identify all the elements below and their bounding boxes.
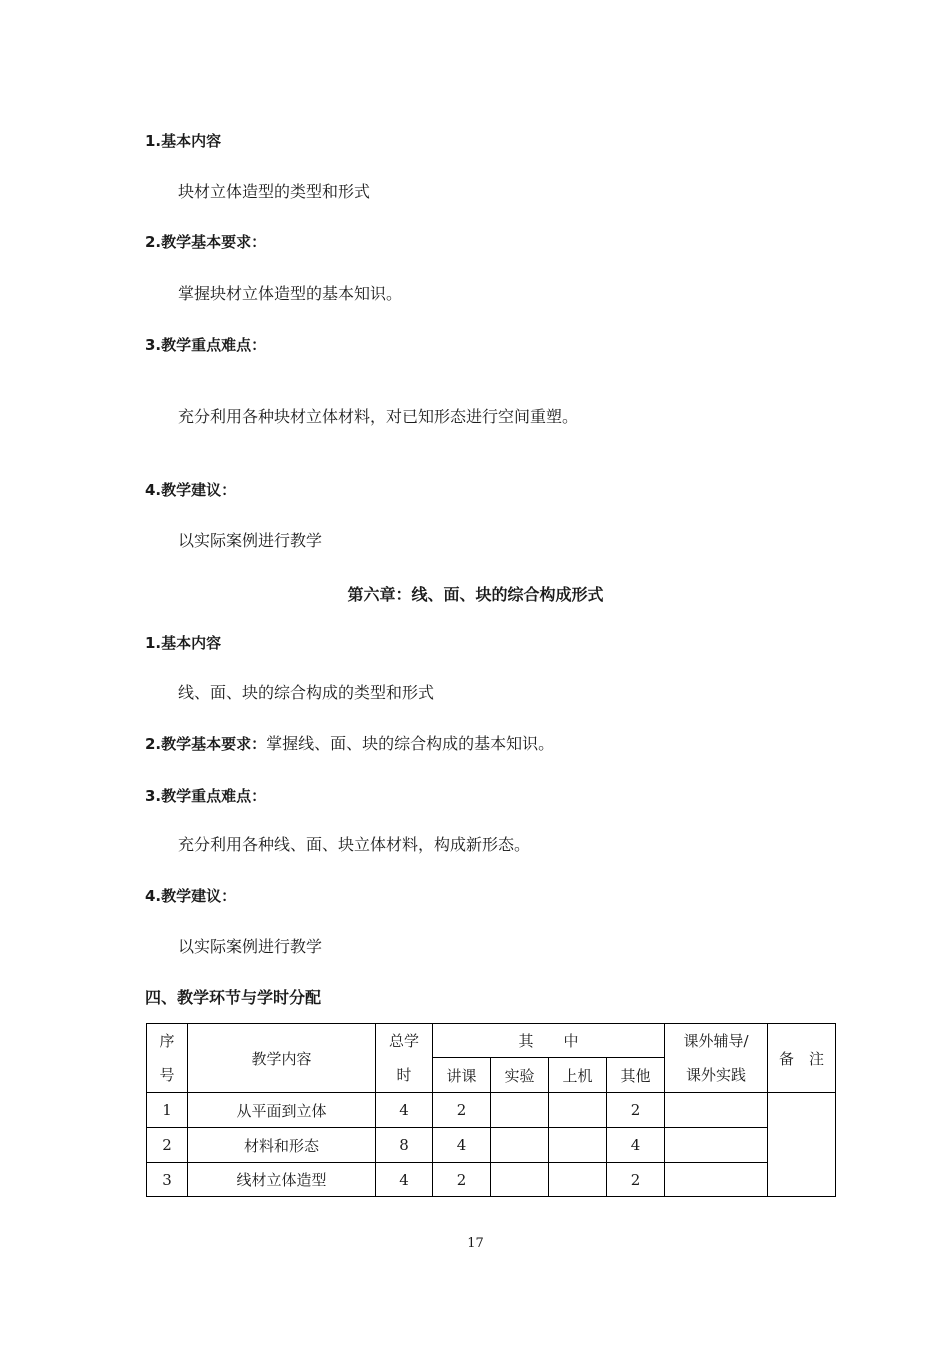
header-among: 其 中 — [433, 1024, 665, 1058]
ch6-key-difficulties-text: 充分利用各种线、面、块立体材料，构成新形态。 — [178, 835, 531, 854]
teaching-suggestions-text: 以实际案例进行教学 — [178, 531, 323, 550]
cell-remarks-merged — [768, 1093, 836, 1197]
cell-tutoring — [665, 1093, 768, 1128]
header-content: 教学内容 — [188, 1024, 376, 1093]
cell-total: 4 — [376, 1093, 433, 1128]
ch6-teaching-suggestions-text: 以实际案例进行教学 — [178, 937, 323, 956]
cell-lecture: 4 — [433, 1128, 491, 1163]
header-remarks: 备 注 — [768, 1024, 836, 1093]
header-seq-bottom: 号 — [147, 1058, 188, 1093]
cell-other: 2 — [607, 1093, 665, 1128]
ch6-heading-basic-content: 1.基本内容 — [145, 634, 222, 652]
ch6-basic-requirements-text: 掌握线、面、块的综合构成的基本知识。 — [266, 734, 555, 753]
header-seq-top: 序 — [147, 1024, 188, 1058]
ch6-heading-basic-requirements: 2.教学基本要求： — [145, 735, 267, 753]
heading-basic-requirements: 2.教学基本要求： — [145, 233, 267, 251]
ch6-basic-content-text: 线、面、块的综合构成的类型和形式 — [178, 683, 435, 702]
header-experiment: 实验 — [491, 1058, 549, 1093]
basic-requirements-text: 掌握块材立体造型的基本知识。 — [178, 284, 403, 303]
header-other: 其他 — [607, 1058, 665, 1093]
basic-content-text: 块材立体造型的类型和形式 — [178, 182, 371, 201]
cell-computer — [549, 1163, 607, 1197]
ch6-heading-key-difficulties: 3.教学重点难点： — [145, 787, 267, 805]
section-title-hours-allocation: 四、教学环节与学时分配 — [145, 988, 322, 1007]
header-total-bottom: 时 — [376, 1058, 433, 1093]
heading-basic-content: 1.基本内容 — [145, 132, 222, 150]
header-tutoring-bottom: 课外实践 — [665, 1058, 768, 1093]
cell-total: 4 — [376, 1163, 433, 1197]
cell-computer — [549, 1128, 607, 1163]
key-difficulties-text: 充分利用各种块材立体材料，对已知形态进行空间重塑。 — [178, 407, 579, 426]
chapter-title: 第六章：线、面、块的综合构成形式 — [347, 585, 604, 604]
cell-tutoring — [665, 1163, 768, 1197]
header-computer: 上机 — [549, 1058, 607, 1093]
cell-total: 8 — [376, 1128, 433, 1163]
cell-seq: 3 — [147, 1163, 188, 1197]
header-total-top: 总学 — [376, 1024, 433, 1058]
cell-content: 从平面到立体 — [188, 1093, 376, 1128]
header-tutoring-top: 课外辅导/ — [665, 1024, 768, 1058]
header-lecture: 讲课 — [433, 1058, 491, 1093]
cell-tutoring — [665, 1128, 768, 1163]
cell-experiment — [491, 1128, 549, 1163]
cell-experiment — [491, 1163, 549, 1197]
ch6-heading-teaching-suggestions: 4.教学建议： — [145, 887, 237, 905]
cell-lecture: 2 — [433, 1163, 491, 1197]
cell-seq: 1 — [147, 1093, 188, 1128]
hours-allocation-table — [146, 1023, 836, 1197]
table-row — [147, 1093, 836, 1128]
cell-seq: 2 — [147, 1128, 188, 1163]
table-row — [147, 1163, 836, 1197]
cell-computer — [549, 1093, 607, 1128]
cell-other: 4 — [607, 1128, 665, 1163]
table-row — [147, 1128, 836, 1163]
cell-content: 线材立体造型 — [188, 1163, 376, 1197]
heading-key-difficulties: 3.教学重点难点： — [145, 336, 267, 354]
cell-other: 2 — [607, 1163, 665, 1197]
table-header-row-1 — [147, 1024, 836, 1058]
cell-lecture: 2 — [433, 1093, 491, 1128]
cell-experiment — [491, 1093, 549, 1128]
heading-teaching-suggestions: 4.教学建议： — [145, 481, 237, 499]
page-number: 17 — [467, 1236, 484, 1251]
cell-content: 材料和形态 — [188, 1128, 376, 1163]
ch6-basic-requirements-line — [145, 734, 554, 754]
